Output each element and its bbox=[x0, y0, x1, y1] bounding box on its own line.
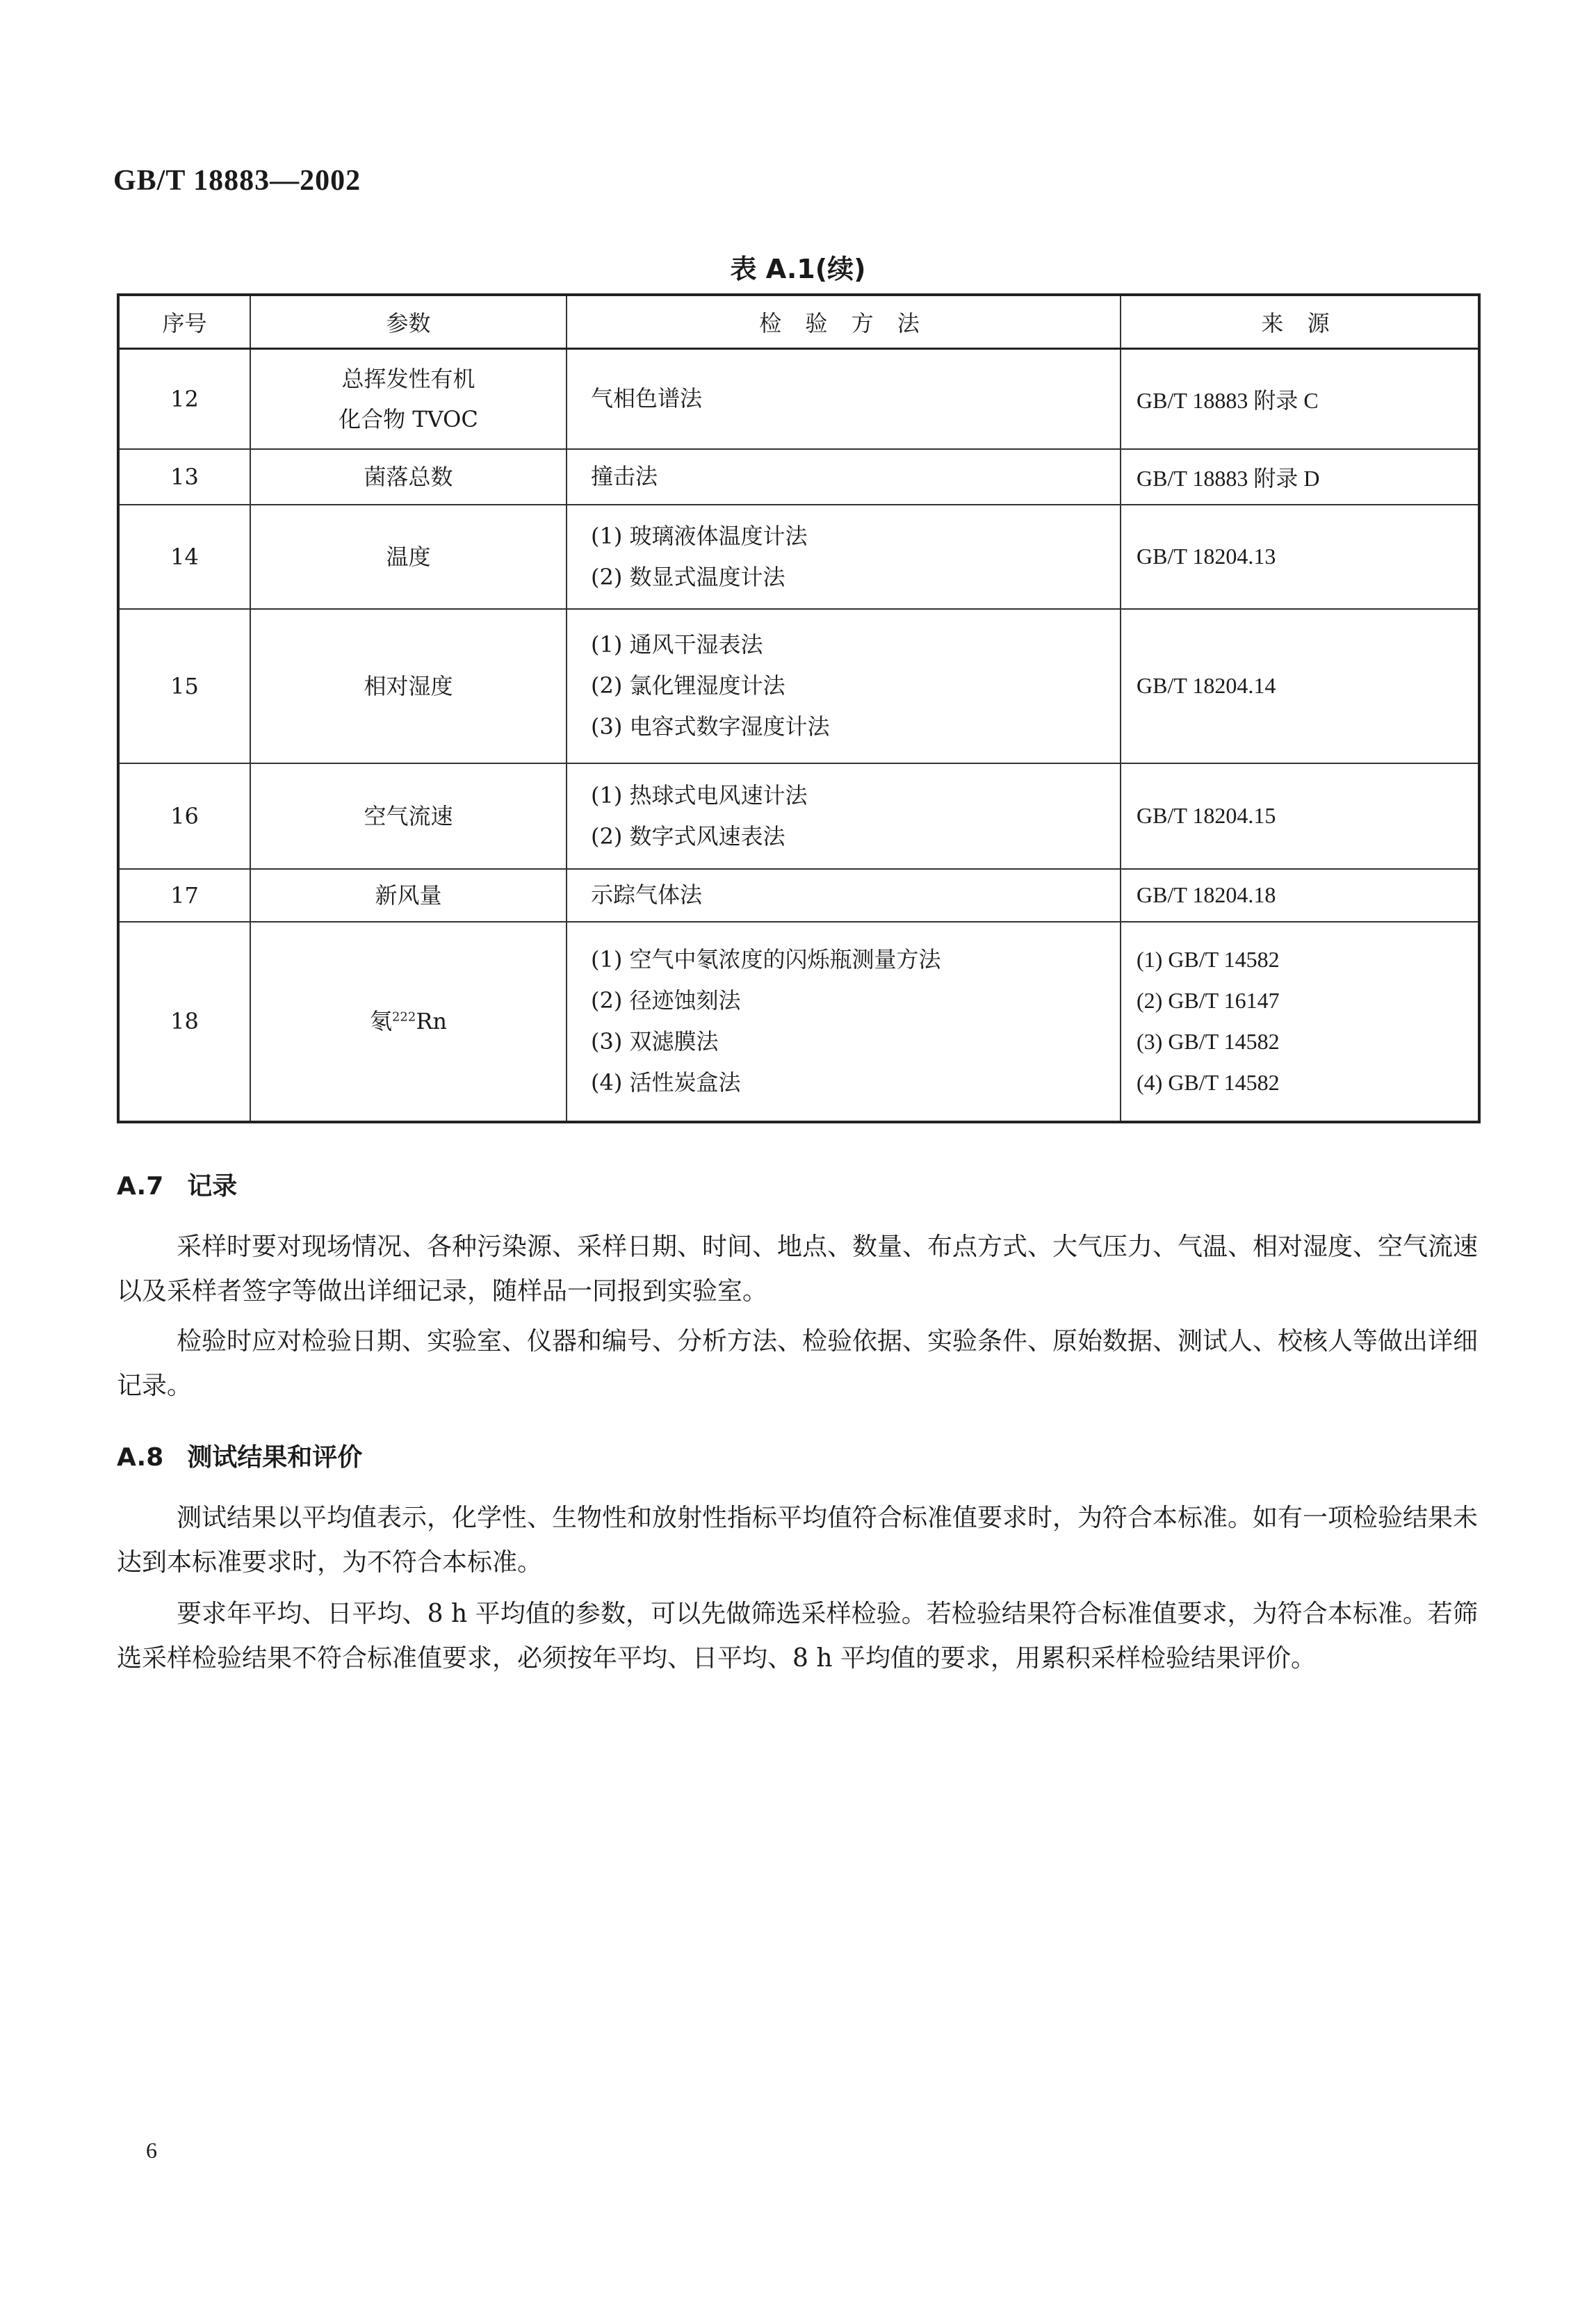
row-source: (1) GB/T 14582 (2) GB/T 16147 (3) GB/T 14582 (4) GB/T 14582 bbox=[1121, 922, 1479, 1122]
isotope-superscript: 222 bbox=[391, 1009, 416, 1025]
row-source: GB/T 18204.15 bbox=[1121, 763, 1479, 869]
row-param: 菌落总数 bbox=[250, 449, 567, 505]
table-row bbox=[118, 505, 1479, 609]
row-param: 空气流速 bbox=[250, 763, 567, 869]
table-row bbox=[118, 449, 1479, 505]
row-no: 18 bbox=[118, 922, 250, 1122]
row-source: GB/T 18204.13 bbox=[1121, 505, 1479, 609]
paragraph: 采样时要对现场情况、各种污染源、采样日期、时间、地点、数量、布点方式、大气压力、气温、相对湿度、空气流速以及采样者签字等做出详细记录，随样品一同报到实验室。 bbox=[117, 1233, 1479, 1306]
row-no: 12 bbox=[118, 349, 250, 449]
row-method: (1) 玻璃液体温度计法 (2) 数显式温度计法 bbox=[567, 505, 1121, 609]
row-source: GB/T 18883 附录 C bbox=[1121, 349, 1479, 449]
table-row bbox=[118, 763, 1479, 869]
row-source: GB/T 18204.14 bbox=[1121, 609, 1479, 763]
row-method: (1) 空气中氡浓度的闪烁瓶测量方法 (2) 径迹蚀刻法 (3) 双滤膜法 (4) 活性炭盒法 bbox=[567, 922, 1121, 1122]
row-param: 新风量 bbox=[250, 869, 567, 922]
page-number: 6 bbox=[146, 2138, 157, 2163]
row-param: 氡$^{222}$Rn bbox=[250, 922, 567, 1122]
header-param: 参数 bbox=[250, 295, 567, 349]
row-source: GB/T 18204.18 bbox=[1121, 869, 1479, 922]
header-no: 序号 bbox=[118, 295, 250, 349]
row-method: 气相色谱法 bbox=[567, 349, 1121, 449]
row-no: 17 bbox=[118, 869, 250, 922]
detection-methods-table bbox=[117, 293, 1481, 1123]
row-no: 16 bbox=[118, 763, 250, 869]
header-method: 检 验 方 法 bbox=[567, 295, 1121, 349]
section-heading-a8: A.8 测试结果和评价 bbox=[117, 1443, 363, 1472]
standard-number: GB/T 18883—2002 bbox=[113, 165, 361, 197]
table-title: 表 A.1(续) bbox=[730, 254, 866, 284]
section-heading-a7: A.7 记录 bbox=[117, 1172, 238, 1201]
table-row bbox=[118, 609, 1479, 763]
row-no: 15 bbox=[118, 609, 250, 763]
paragraph: 要求年平均、日平均、8 h 平均值的参数，可以先做筛选采样检验。若检验结果符合标准值要求，为符合本标准。若筛选采样检验结果不符合标准值要求，必须按年平均、日平均、8 h 平均值的要求，用累积采样检验结果评价。 bbox=[117, 1600, 1478, 1673]
row-no: 14 bbox=[118, 505, 250, 609]
row-method: (1) 通风干湿表法 (2) 氯化锂湿度计法 (3) 电容式数字湿度计法 bbox=[567, 609, 1121, 763]
table-row bbox=[118, 349, 1479, 449]
header-source: 来 源 bbox=[1121, 295, 1479, 349]
table-row bbox=[118, 922, 1479, 1122]
row-method: 示踪气体法 bbox=[567, 869, 1121, 922]
row-method: 撞击法 bbox=[567, 449, 1121, 505]
row-method: (1) 热球式电风速计法 (2) 数字式风速表法 bbox=[567, 763, 1121, 869]
row-param: 总挥发性有机 化合物 TVOC bbox=[250, 349, 567, 449]
paragraph: 测试结果以平均值表示，化学性、生物性和放射性指标平均值符合标准值要求时，为符合本标准。如有一项检验结果未达到本标准要求时，为不符合本标准。 bbox=[117, 1504, 1479, 1577]
table-row bbox=[118, 869, 1479, 922]
row-param: 温度 bbox=[250, 505, 567, 609]
table-header-row bbox=[118, 295, 1479, 349]
row-no: 13 bbox=[118, 449, 250, 505]
row-source: GB/T 18883 附录 D bbox=[1121, 449, 1479, 505]
row-param: 相对湿度 bbox=[250, 609, 567, 763]
paragraph: 检验时应对检验日期、实验室、仪器和编号、分析方法、检验依据、实验条件、原始数据、测试人、校核人等做出详细记录。 bbox=[117, 1327, 1479, 1400]
